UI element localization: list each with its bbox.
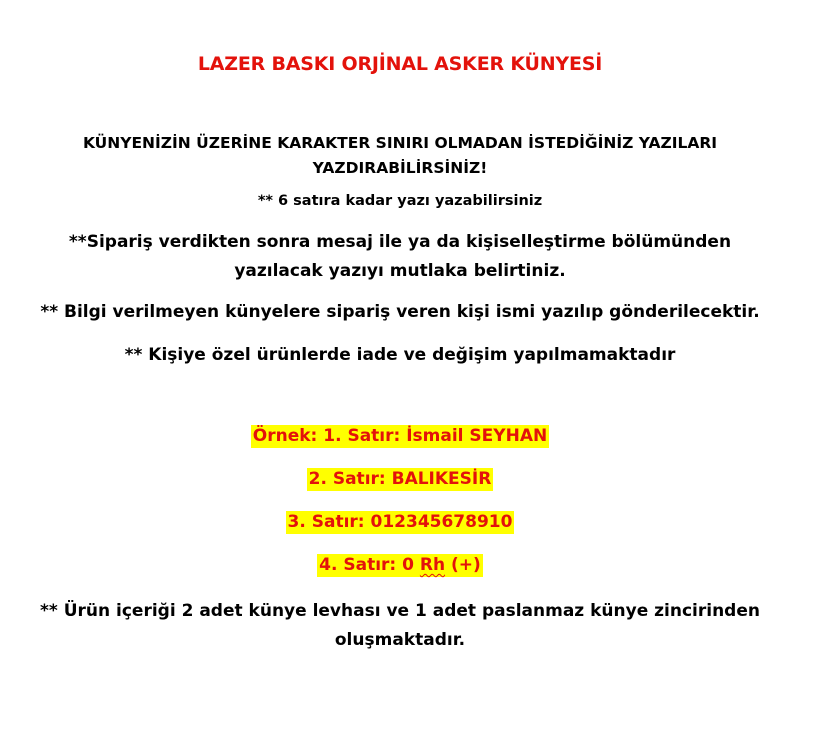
- example-line-2: [0, 469, 800, 489]
- page-title: LAZER BASKI ORJİNAL ASKER KÜNYESİ: [197, 53, 603, 75]
- intro-text: KÜNYENİZİN ÜZERİNE KARAKTER SINIRI OLMADAN İSTEDİĞİNİZ YAZILARI YAZDIRABİLİRSİNİZ!: [82, 134, 718, 177]
- example-line-4: [0, 555, 800, 575]
- example-line-4-text: [317, 554, 483, 577]
- line-limit-note: ** 6 satıra kadar yazı yazabilirsiniz: [257, 193, 543, 209]
- example-line-4-suffix: (+): [445, 555, 481, 575]
- example-line-2-text: 2. Satır: BALIKESİR: [308, 469, 492, 489]
- example-line-4-rh: Rh: [419, 555, 446, 575]
- contents-note: ** Ürün içeriği 2 adet künye levhası ve 1 adet paslanmaz künye zincirinden oluşmaktadır.: [40, 601, 760, 650]
- example-line-1-text: Örnek: 1. Satır: İsmail SEYHAN: [252, 426, 548, 446]
- order-note: **Sipariş verdikten sonra mesaj ile ya da kişiselleştirme bölümünden yazılacak yazıyı mutlaka belirtiniz.: [68, 232, 732, 281]
- no-info-note: ** Bilgi verilmeyen künyelere sipariş veren kişi ismi yazılıp gönderilecektir.: [40, 302, 760, 322]
- example-line-1: [0, 426, 800, 446]
- example-line-4-prefix: 4. Satır: 0: [319, 555, 420, 575]
- return-note: ** Kişiye özel ürünlerde iade ve değişim yapılmamaktadır: [124, 345, 676, 365]
- example-line-3: [0, 512, 800, 532]
- example-line-3-text: 3. Satır: 012345678910: [287, 512, 513, 532]
